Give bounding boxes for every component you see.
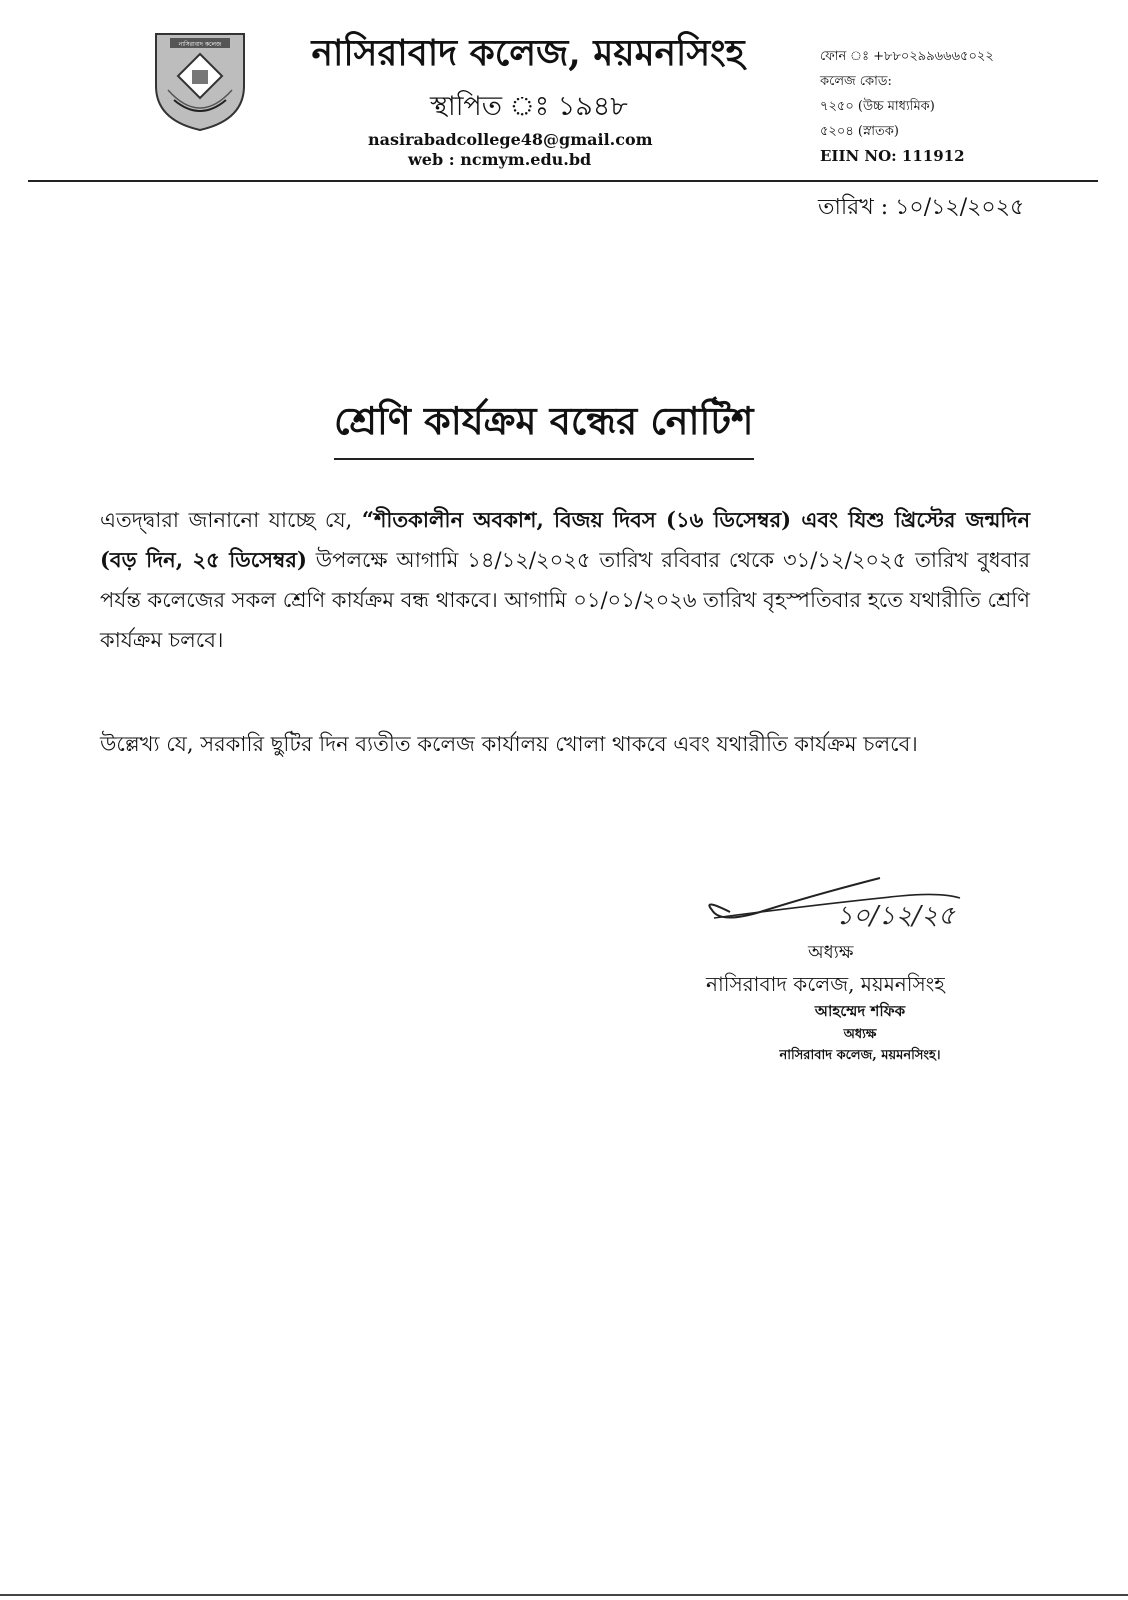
stamp-name: আহম্মেদ শফিক (814, 1002, 906, 1020)
paragraph-1-highlight: “শীতকালীন অবকাশ, বিজয় দিবস (১৬ ডিসেম্বর) এবং যিশু খ্রিস্টের জন্মদিন (বড় দিন, ২৫ ডিসেম্বর) (100, 507, 1030, 572)
college-email: nasirabadcollege48@gmail.com (368, 130, 653, 149)
college-name: নাসিরাবাদ কলেজ, ময়মনসিংহ (311, 32, 745, 74)
handwritten-signature (700, 868, 1040, 938)
college-code-hsc: ৭২৫০ (উচ্চ মাধ্যমিক) (820, 99, 935, 114)
notice-paragraph-1 (100, 500, 1030, 660)
contact-block (820, 44, 994, 169)
established-year: স্থাপিত ঃ ১৯৪৮ (430, 91, 628, 122)
page-bottom-border (0, 1594, 1128, 1596)
paragraph-1-intro: এতদ্দ্বারা জানানো যাচ্ছে যে, (100, 508, 362, 532)
college-code-label: কলেজ কোড: (820, 74, 892, 89)
college-code-degree: ৫২০৪ (স্নাতক) (820, 124, 899, 139)
notice-title: শ্রেণি কার্যক্রম বন্ধের নোটিশ (334, 392, 754, 460)
svg-text:১০/১২/২৫: ১০/১২/২৫ (836, 901, 955, 931)
phone-number: ফোন ঃ +৮৮০২৯৯৬৬৬৫০২২ (820, 49, 994, 64)
notice-date: তারিখ : ১০/১২/২০২৫ (818, 195, 1025, 220)
eiin-number: EIIN NO: 111912 (820, 147, 965, 165)
college-logo (152, 30, 248, 134)
signatory-title: অধ্যক্ষ (808, 942, 854, 963)
notice-paragraph-2: উল্লেখ্য যে, সরকারি ছুটির দিন ব্যতীত কলেজ কার্যালয় খোলা থাকবে এবং যথারীতি কার্যক্রম চলবে। (100, 732, 918, 756)
signatory-college: নাসিরাবাদ কলেজ, ময়মনসিংহ (706, 972, 945, 996)
paragraph-1-rest: উপলক্ষে আগামি ১৪/১২/২০২৫ তারিখ রবিবার থেকে ৩১/১২/২০২৫ তারিখ বুধবার পর্যন্ত কলেজের সকল শ্রেণি কার্যক্রম বন্ধ থাকবে। আগামি ০১/০১/২০২৬ তারিখ বৃহস্পতিবার হতে যথারীতি শ্রেণি কার্যক্রম চলবে। (100, 548, 1030, 652)
stamp-college: নাসিরাবাদ কলেজ, ময়মনসিংহ। (779, 1048, 941, 1063)
stamp-title: অধ্যক্ষ (843, 1027, 877, 1042)
header-divider (28, 180, 1098, 182)
official-stamp (710, 1000, 1010, 1067)
college-website: web : ncmym.edu.bd (408, 150, 592, 169)
svg-text:নাসিরাবাদ কলেজ: নাসিরাবাদ কলেজ (178, 41, 222, 48)
